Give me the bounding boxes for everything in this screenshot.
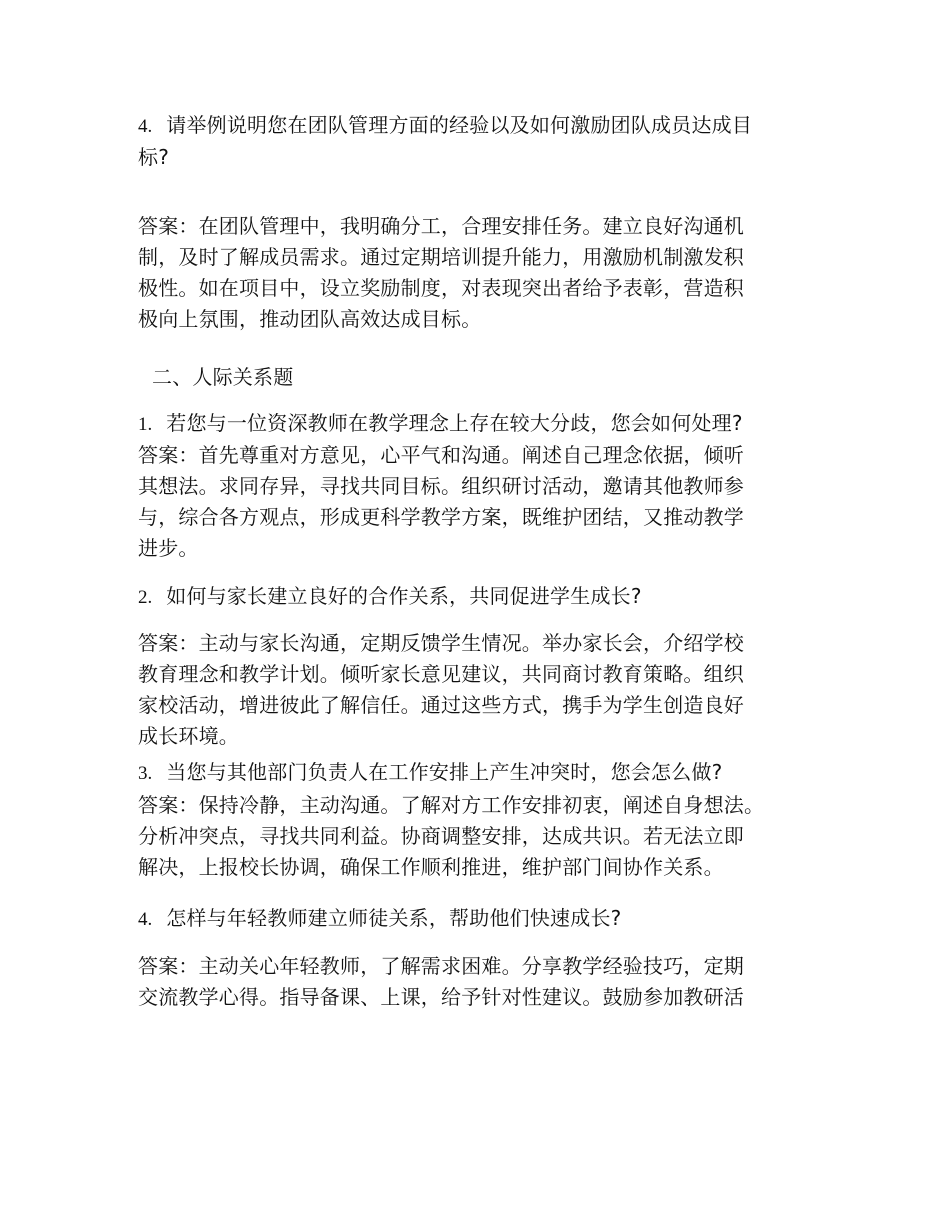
answer-3: [138, 790, 818, 883]
question-text: 3. 当您与其他部门负责人在工作安排上产生冲突时，您会怎么做?: [138, 760, 723, 784]
question-text: 1. 若您与一位资深教师在教学理念上存在较大分歧，您会如何处理?: [138, 411, 743, 435]
answer-line: 交流教学心得。指导备课、上课，给予针对性建议。鼓励参加教研活: [138, 985, 744, 1009]
answer-line: 家校活动，增进彼此了解信任。通过这些方式，携手为学生创造良好: [138, 693, 744, 717]
answer-4-management: [138, 211, 818, 335]
answer-line: 答案：主动关心年轻教师，了解需求困难。分享教学经验技巧，定期: [138, 954, 744, 978]
answer-line: 极向上氛围，推动团队高效达成目标。: [138, 307, 482, 331]
question-number: 3.: [138, 763, 153, 784]
section-heading: [152, 362, 832, 393]
question-number: 2.: [138, 587, 153, 608]
question-2: [138, 581, 818, 613]
section-title: 二、人际关系题: [152, 365, 294, 389]
answer-line: 制，及时了解成员需求。通过定期培训提升能力，用激励机制激发积: [138, 245, 744, 269]
question-3: [138, 757, 818, 789]
question-number: 1.: [138, 414, 153, 435]
answer-line: 极性。如在项目中，设立奖励制度，对表现突出者给予表彰，营造积: [138, 276, 744, 300]
answer-4-mentoring: [138, 951, 818, 1013]
answer-line: 分析冲突点，寻找共同利益。协商调整安排，达成共识。若无法立即: [138, 824, 744, 848]
answer-line: 与，综合各方观点，形成更科学教学方案，既维护团结，又推动教学: [138, 505, 744, 529]
question-text: 2. 如何与家长建立良好的合作关系，共同促进学生成长?: [138, 584, 642, 608]
question-4-mentoring: [138, 903, 818, 935]
question-number: 4.: [138, 116, 153, 137]
answer-line: 答案：主动与家长沟通，定期反馈学生情况。举办家长会，介绍学校: [138, 631, 744, 655]
answer-line: 成长环境。: [138, 724, 239, 748]
answer-line: 答案：保持冷静，主动沟通。了解对方工作安排初衷，阐述自身想法。: [138, 793, 765, 817]
answer-line: 答案：首先尊重对方意见，心平气和沟通。阐述自己理念依据，倾听: [138, 443, 744, 467]
answer-line: 其想法。求同存异，寻找共同目标。组织研讨活动，邀请其他教师参: [138, 474, 744, 498]
answer-line: 进步。: [138, 536, 199, 560]
question-text: 4. 怎样与年轻教师建立师徒关系，帮助他们快速成长?: [138, 906, 622, 930]
question-4-management: [138, 110, 818, 173]
answer-line: 答案：在团队管理中，我明确分工，合理安排任务。建立良好沟通机: [138, 214, 744, 238]
question-1: [138, 408, 818, 564]
question-text-continued: 标?: [138, 145, 170, 169]
answer-line: 解决，上报校长协调，确保工作顺利推进，维护部门间协作关系。: [138, 855, 724, 879]
answer-line: 教育理念和教学计划。倾听家长意见建议，共同商讨教育策略。组织: [138, 662, 744, 686]
answer-2: [138, 628, 818, 752]
question-number: 4.: [138, 909, 153, 930]
question-text: 4. 请举例说明您在团队管理方面的经验以及如何激励团队成员达成目: [138, 113, 753, 137]
